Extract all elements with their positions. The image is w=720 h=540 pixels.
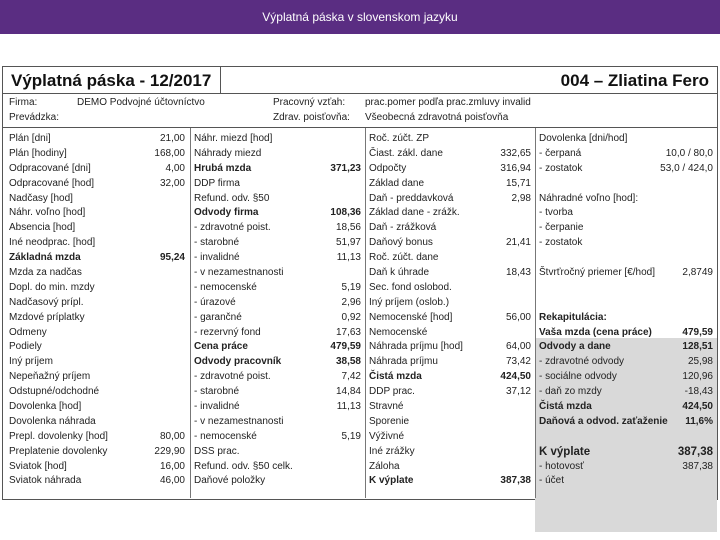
row-value: 4,00 xyxy=(165,162,185,174)
row-label: - tvorba xyxy=(539,207,573,219)
row-label: Náhrada príjmu xyxy=(369,356,438,368)
row-label: - zdravotné poist. xyxy=(194,371,271,383)
row-label: Dovolenka náhrada xyxy=(9,415,96,427)
row-value: 479,59 xyxy=(330,341,361,353)
row-label: Záloha xyxy=(369,460,400,472)
payslip-row xyxy=(194,281,361,296)
payslip-row xyxy=(194,355,361,370)
payslip-row xyxy=(9,415,185,430)
insurer-value: Všeobecná zdravotná poisťovňa xyxy=(365,112,509,123)
payslip-row xyxy=(9,326,185,341)
payslip-row xyxy=(369,281,531,296)
payslip-row xyxy=(9,192,185,207)
insurer-label: Zdrav. poisťovňa: xyxy=(273,112,350,123)
row-label: Náhrady miezd xyxy=(194,147,262,159)
payslip-row xyxy=(369,162,531,177)
payslip-row xyxy=(539,385,713,400)
row-value: -18,43 xyxy=(684,386,713,398)
payslip-row xyxy=(194,177,361,192)
payslip-row xyxy=(539,400,713,415)
row-label: - garančné xyxy=(194,311,242,323)
row-label: - starobné xyxy=(194,386,240,398)
row-label: Dovolenka [dni/hod] xyxy=(539,133,628,144)
row-value: 0,92 xyxy=(341,311,361,323)
row-value: 21,41 xyxy=(505,237,531,249)
row-label: - zdravotné odvody xyxy=(539,356,625,368)
row-label: Sviatok náhrada xyxy=(9,475,82,487)
payslip-row xyxy=(194,415,361,430)
row-label: Štvrťročný priemer [€/hod] xyxy=(539,267,656,279)
row-value: 424,50 xyxy=(682,401,713,413)
payslip-row xyxy=(369,206,531,221)
payslip-row xyxy=(369,221,531,236)
payslip-row xyxy=(194,236,361,251)
row-value: 18,43 xyxy=(505,267,531,279)
payslip-row xyxy=(539,430,713,445)
payslip-row xyxy=(9,132,185,147)
row-label: - účet xyxy=(539,475,565,487)
payslip-row xyxy=(369,415,531,430)
row-label: DSS prac. xyxy=(194,445,240,457)
payslip-row xyxy=(539,474,713,489)
row-label: Iné neodprac. [hod] xyxy=(9,237,96,249)
payslip-row xyxy=(539,177,713,192)
row-label: Odpracované [hod] xyxy=(9,177,95,189)
row-value: 18,56 xyxy=(335,222,361,234)
row-value: 120,96 xyxy=(682,371,713,383)
row-value: 51,97 xyxy=(335,237,361,249)
payslip-row xyxy=(194,311,361,326)
row-value: 7,42 xyxy=(341,371,361,383)
row-label: Cena práce xyxy=(194,341,248,353)
row-label: Výživné xyxy=(369,430,405,442)
payslip-row xyxy=(369,445,531,460)
row-label: - nemocenské xyxy=(194,281,257,293)
row-label: Iný príjem xyxy=(9,356,53,368)
row-label: Vaša mzda (cena práce) xyxy=(539,326,652,338)
payslip-row xyxy=(369,326,531,341)
payslip-row xyxy=(369,385,531,400)
row-label: DDP firma xyxy=(194,177,240,189)
row-label: Daňová a odvod. zaťaženie xyxy=(539,415,668,427)
row-value: 5,19 xyxy=(341,430,361,442)
payslip-row xyxy=(369,236,531,251)
row-label: Hrubá mzda xyxy=(194,162,252,174)
row-value: 168,00 xyxy=(154,147,185,159)
row-value: 46,00 xyxy=(159,475,185,487)
row-label: Základ dane - zrážk. xyxy=(369,207,460,219)
row-label: Nemocenské [hod] xyxy=(369,311,453,323)
row-label: - zdravotné poist. xyxy=(194,222,271,234)
row-label: Náhr. miezd [hod] xyxy=(194,133,273,144)
payslip-row xyxy=(194,192,361,207)
payslip-row xyxy=(9,296,185,311)
row-label: Základ dane xyxy=(369,177,425,189)
payslip-row xyxy=(9,221,185,236)
row-label: Odvody pracovník xyxy=(194,356,282,368)
row-value: 229,90 xyxy=(154,445,185,457)
employment-label: Pracovný vzťah: xyxy=(273,97,346,108)
row-label: Plán [hodiny] xyxy=(9,147,67,159)
row-value: 387,38 xyxy=(682,460,713,472)
row-label: Roč. zúčt. ZP xyxy=(369,133,430,144)
row-value: 11,13 xyxy=(336,252,361,264)
row-value: 5,19 xyxy=(341,281,361,293)
payslip-row xyxy=(194,162,361,177)
row-value: 21,00 xyxy=(159,133,185,144)
row-label: Odvody a dane xyxy=(539,341,611,353)
payslip-row xyxy=(369,177,531,192)
row-value: 11,6% xyxy=(685,415,713,427)
payslip-row xyxy=(369,132,531,147)
row-label: Sporenie xyxy=(369,415,410,427)
row-value: 56,00 xyxy=(505,311,531,323)
company-label: Firma: xyxy=(9,97,38,108)
row-value: 73,42 xyxy=(505,356,531,368)
payslip-row xyxy=(539,355,713,370)
row-value: 332,65 xyxy=(500,147,531,159)
row-value: 387,38 xyxy=(677,445,713,458)
payslip-row xyxy=(9,251,185,266)
payslip-row xyxy=(539,445,713,460)
payslip-row xyxy=(539,132,713,147)
row-value: 11,13 xyxy=(336,401,361,413)
payslip-row xyxy=(194,370,361,385)
row-label: Daňové položky xyxy=(194,475,266,487)
payslip-row xyxy=(539,236,713,251)
row-label: Mzda za nadčas xyxy=(9,267,82,279)
row-label: Nemocenské xyxy=(369,326,428,338)
payslip-title: Výplatná páska - 12/2017 xyxy=(3,67,221,93)
row-value: 64,00 xyxy=(505,341,531,353)
row-label: Daň - preddavková xyxy=(369,192,454,204)
column-4 xyxy=(539,132,713,489)
payslip-row xyxy=(369,430,531,445)
payslip-row xyxy=(9,370,185,385)
row-value: 387,38 xyxy=(500,475,531,487)
payslip-row xyxy=(369,474,531,489)
row-label: - v nezamestnanosti xyxy=(194,415,284,427)
column-3 xyxy=(369,132,531,489)
payslip-row xyxy=(194,147,361,162)
payslip-row xyxy=(9,355,185,370)
payslip-info xyxy=(3,94,717,128)
payslip-row xyxy=(539,281,713,296)
employee-name: 004 – Zliatina Fero xyxy=(560,71,709,90)
row-label: Nepeňažný príjem xyxy=(9,371,91,383)
payslip-row xyxy=(539,206,713,221)
row-label: Daňový bonus xyxy=(369,237,433,249)
payslip-row xyxy=(9,385,185,400)
row-label: Daň - zrážková xyxy=(369,222,437,234)
payslip-grid xyxy=(3,128,717,498)
row-label: - zostatok xyxy=(539,237,583,249)
payslip-row xyxy=(9,445,185,460)
row-value: 479,59 xyxy=(682,326,713,338)
payslip-row xyxy=(9,147,185,162)
row-label: - čerpanie xyxy=(539,222,584,234)
payslip xyxy=(2,66,718,500)
payslip-row xyxy=(194,206,361,221)
payslip-row xyxy=(539,266,713,281)
payslip-row xyxy=(9,400,185,415)
payslip-row xyxy=(369,340,531,355)
row-label: Čiast. zákl. dane xyxy=(369,147,443,159)
slide-title: Výplatná páska v slovenskom jazyku xyxy=(0,0,720,34)
payslip-row xyxy=(9,460,185,475)
payslip-row xyxy=(539,296,713,311)
payslip-row xyxy=(9,281,185,296)
row-label: - nemocenské xyxy=(194,430,257,442)
employment-value: prac.pomer podľa prac.zmluvy invalid xyxy=(365,97,531,108)
payslip-row xyxy=(9,162,185,177)
row-label: Náhrada príjmu [hod] xyxy=(369,341,463,353)
row-label: Refund. odv. §50 celk. xyxy=(194,460,293,472)
row-label: Sviatok [hod] xyxy=(9,460,67,472)
payslip-row xyxy=(9,311,185,326)
row-label: - sociálne odvody xyxy=(539,371,617,383)
row-label: Odpracované [dni] xyxy=(9,162,91,174)
payslip-row xyxy=(369,400,531,415)
payslip-row xyxy=(9,430,185,445)
column-1 xyxy=(9,132,185,489)
payslip-row xyxy=(194,474,361,489)
row-value: 32,00 xyxy=(159,177,185,189)
payslip-row xyxy=(369,311,531,326)
payslip-row xyxy=(9,474,185,489)
row-label: Daň k úhrade xyxy=(369,267,430,279)
payslip-row xyxy=(539,326,713,341)
payslip-row xyxy=(539,162,713,177)
row-value: 14,84 xyxy=(335,386,361,398)
payslip-row xyxy=(539,370,713,385)
row-label: Odvody firma xyxy=(194,207,259,219)
row-label: K výplate xyxy=(369,475,414,487)
row-value: 15,71 xyxy=(505,177,531,189)
row-value: 371,23 xyxy=(330,162,361,174)
payslip-row xyxy=(194,326,361,341)
row-label: - zostatok xyxy=(539,162,583,174)
row-value: 108,36 xyxy=(330,207,361,219)
payslip-row xyxy=(539,415,713,430)
row-label: - rezervný fond xyxy=(194,326,261,338)
row-value: 316,94 xyxy=(500,162,531,174)
row-label: Nadčasový prípl. xyxy=(9,296,84,308)
payslip-row xyxy=(9,236,185,251)
row-label: Sec. fond oslobod. xyxy=(369,281,452,293)
row-value: 17,63 xyxy=(335,326,361,338)
row-value: 25,98 xyxy=(687,356,713,368)
payslip-row xyxy=(539,221,713,236)
row-label: Dovolenka [hod] xyxy=(9,401,82,413)
row-value: 38,58 xyxy=(335,356,361,368)
row-label: - v nezamestnanosti xyxy=(194,267,284,279)
row-label: Absencia [hod] xyxy=(9,222,76,234)
column-2 xyxy=(194,132,361,489)
row-label: Nadčasy [hod] xyxy=(9,192,73,204)
row-label: Plán [dni] xyxy=(9,133,51,144)
branch-label: Prevádzka: xyxy=(9,112,60,123)
payslip-row xyxy=(9,206,185,221)
payslip-row xyxy=(194,296,361,311)
payslip-row xyxy=(194,430,361,445)
row-label: Odpočty xyxy=(369,162,407,174)
payslip-row xyxy=(369,266,531,281)
row-label: - invalidné xyxy=(194,401,240,413)
payslip-row xyxy=(369,460,531,475)
row-value: 80,00 xyxy=(159,430,185,442)
row-label: - hotovosť xyxy=(539,460,584,472)
payslip-row xyxy=(9,177,185,192)
row-value: 2,98 xyxy=(511,192,531,204)
payslip-row xyxy=(539,311,713,326)
payslip-row xyxy=(369,192,531,207)
payslip-row xyxy=(369,355,531,370)
row-label: Rekapitulácia: xyxy=(539,311,607,323)
row-label: Náhradné voľno [hod]: xyxy=(539,192,639,204)
row-label: Iný príjem (oslob.) xyxy=(369,296,450,308)
row-label: - daň zo mzdy xyxy=(539,386,602,398)
row-label: Čistá mzda xyxy=(369,371,422,383)
row-value: 37,12 xyxy=(505,386,531,398)
row-value: 16,00 xyxy=(159,460,185,472)
payslip-row xyxy=(194,266,361,281)
row-value: 10,0 / 80,0 xyxy=(665,147,713,159)
row-label: - starobné xyxy=(194,237,240,249)
payslip-row xyxy=(369,296,531,311)
payslip-row xyxy=(369,251,531,266)
row-value: 424,50 xyxy=(500,371,531,383)
row-label: - čerpaná xyxy=(539,147,582,159)
payslip-row xyxy=(539,192,713,207)
row-label: Refund. odv. §50 xyxy=(194,192,270,204)
row-label: Stravné xyxy=(369,401,404,413)
company-value: DEMO Podvojné účtovníctvo xyxy=(77,97,205,108)
payslip-row xyxy=(539,147,713,162)
row-label: Základná mzda xyxy=(9,252,81,264)
row-label: Iné zrážky xyxy=(369,445,415,457)
row-label: Dopl. do min. mzdy xyxy=(9,281,95,293)
payslip-row xyxy=(194,460,361,475)
payslip-row xyxy=(539,460,713,475)
row-label: Preplatenie dovolenky xyxy=(9,445,108,457)
row-value: 95,24 xyxy=(159,252,185,264)
row-label: Odstupné/odchodné xyxy=(9,386,100,398)
row-label: Mzdové príplatky xyxy=(9,311,85,323)
row-label: Prepl. dovolenky [hod] xyxy=(9,430,108,442)
payslip-row xyxy=(194,385,361,400)
row-label: K výplate xyxy=(539,445,591,458)
row-value: 2,8749 xyxy=(682,267,713,279)
payslip-row xyxy=(194,221,361,236)
row-label: Čistá mzda xyxy=(539,401,592,413)
payslip-row xyxy=(194,445,361,460)
row-label: Odmeny xyxy=(9,326,47,338)
payslip-row xyxy=(539,340,713,355)
payslip-row xyxy=(194,340,361,355)
payslip-header xyxy=(3,67,717,94)
row-label: Podiely xyxy=(9,341,42,353)
row-label: - invalidné xyxy=(194,252,240,264)
row-value: 53,0 / 424,0 xyxy=(660,162,713,174)
payslip-row xyxy=(194,132,361,147)
payslip-row xyxy=(369,147,531,162)
payslip-row xyxy=(539,251,713,266)
payslip-row xyxy=(194,400,361,415)
payslip-row xyxy=(369,370,531,385)
row-value: 2,96 xyxy=(341,296,361,308)
row-value: 128,51 xyxy=(682,341,713,353)
row-label: - úrazové xyxy=(194,296,236,308)
payslip-row xyxy=(9,340,185,355)
row-label: Náhr. voľno [hod] xyxy=(9,207,86,219)
row-label: DDP prac. xyxy=(369,386,415,398)
row-label: Roč. zúčt. dane xyxy=(369,252,439,264)
payslip-row xyxy=(9,266,185,281)
payslip-row xyxy=(194,251,361,266)
